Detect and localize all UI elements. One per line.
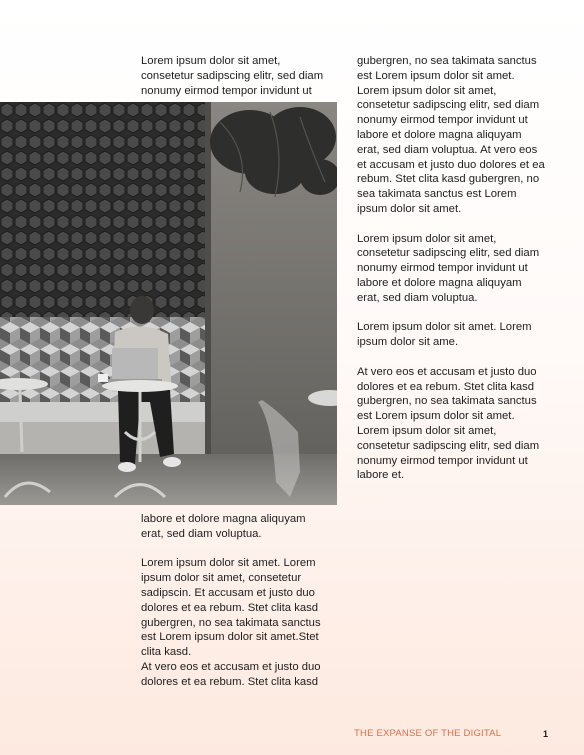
left-column-top: [141, 54, 341, 98]
body-paragraph: Lorem ipsum dolor sit amet, consetetur sadipscing elitr, sed diam nonumy eirmod tempor invidunt ut labore et dolore magna aliquyam erat, sed diam voluptua.: [357, 232, 540, 304]
body-paragraph: Lorem ipsum dolor sit amet, consetetur sadipscing elitr, sed diam nonumy eirmod tempor invidunt ut: [141, 55, 324, 97]
body-paragraph: Lorem ipsum dolor sit amet. Lorem ipsum dolor sit ame.: [357, 321, 532, 349]
body-paragraph: Lorem ipsum dolor sit amet. Lorem ipsum dolor sit amet, consetetur sadipscin. Et accusam et justo duo dolores et ea rebum. Stet clita kasd gubergren, no sea takimata sanctus est Lorem ipsum dolor sit amet.Stet clita kasd. At vero eos et accusam et justo duo dolores et ea rebum. Stet clita kasd: [141, 557, 321, 688]
cafe-photo: [0, 102, 337, 505]
right-column: [357, 54, 562, 483]
body-paragraph: gubergren, no sea takimata sanctus est Lorem ipsum dolor sit amet. Lorem ipsum dolor sit amet, consetetur sadipscing elitr, sed diam nonumy eirmod tempor invidunt ut labore et dolore magna aliquyam erat, sed diam voluptua. At vero eos et accusam et justo duo dolores et ea rebum. Stet clita kasd gubergren, no sea takimata sanctus est Lorem ipsum dolor sit amet.: [357, 55, 545, 215]
body-paragraph: At vero eos et accusam et justo duo dolores et ea rebum. Stet clita kasd gubergren, no sea takimata sanctus est Lorem ipsum dolor sit amet. Lorem ipsum dolor sit amet, consetetur sadipscing elitr, sed diam nonumy eirmod tempor invidunt ut labore et.: [357, 365, 540, 482]
page-number: 1: [543, 729, 549, 739]
body-paragraph: labore et dolore magna aliquyam erat, sed diam voluptua.: [141, 513, 306, 540]
left-column-bottom: [141, 512, 341, 690]
footer-title: THE EXPANSE OF THE DIGITAL: [354, 728, 502, 739]
